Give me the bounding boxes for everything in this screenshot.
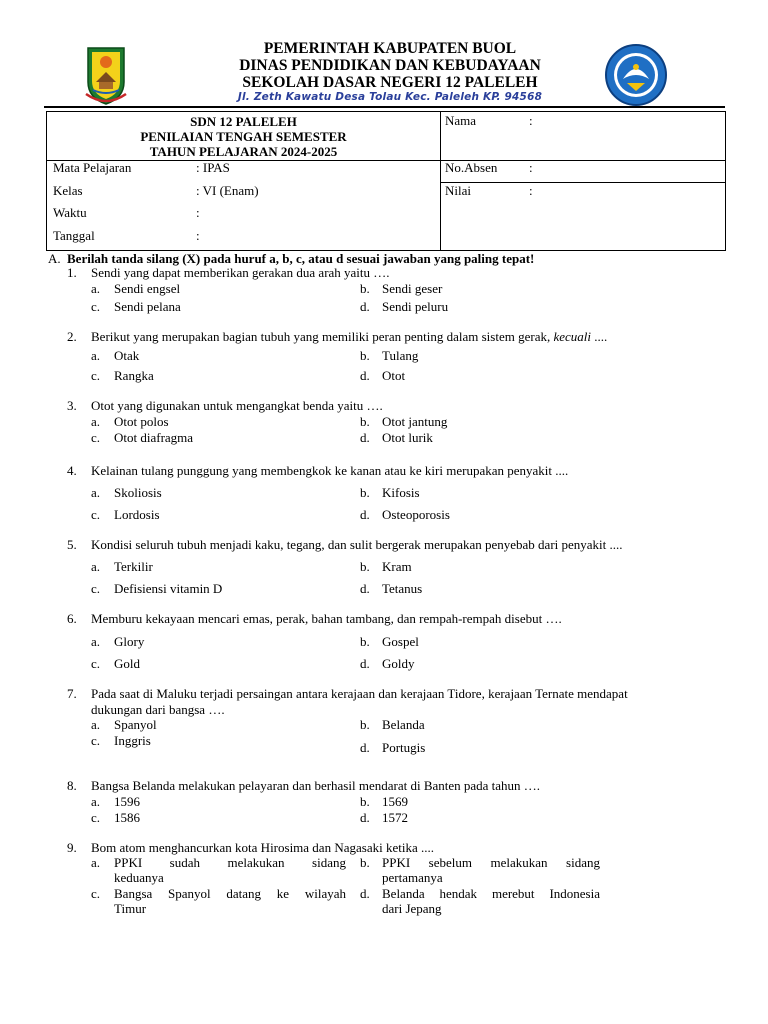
option-letter: d.	[360, 740, 370, 755]
option-letter: b.	[360, 855, 370, 870]
mapel-label: Mata Pelajaran	[53, 160, 132, 175]
option-letter: a.	[91, 634, 101, 649]
question-number: 9.	[67, 840, 77, 855]
nama-label: Nama	[445, 113, 477, 128]
option-letter: a.	[91, 717, 101, 732]
option-letter: b.	[360, 485, 370, 500]
header-government: PEMERINTAH KABUPATEN BUOL	[263, 40, 517, 57]
question-text: Kelainan tulang punggung yang membengkok ke kanan atau ke kiri merupakan penyakit ....	[91, 463, 569, 478]
absen-label: No.Absen	[445, 160, 498, 175]
nilai-value: :	[529, 183, 533, 198]
question-text: Bom atom menghancurkan kota Hirosima dan Nagasaki ketika ....	[91, 840, 434, 855]
option-letter: b.	[360, 717, 370, 732]
kelas-label: Kelas	[53, 183, 83, 198]
option-letter: b.	[360, 281, 370, 296]
option-letter: d.	[360, 299, 370, 314]
option-letter: b.	[360, 414, 370, 429]
kelas-value: : VI (Enam)	[196, 183, 259, 198]
option-text: Skoliosis	[114, 485, 162, 500]
question-text: Bangsa Belanda melakukan pelayaran dan berhasil mendarat di Banten pada tahun ….	[91, 778, 541, 793]
header-school: SEKOLAH DASAR NEGERI 12 PALELEH	[242, 74, 538, 91]
waktu-value: :	[196, 205, 200, 220]
option-text-continued: pertamanya	[382, 870, 443, 885]
option-text: Otot diafragma	[114, 430, 194, 445]
buol-regency-crest-icon	[84, 44, 128, 106]
option-text: Otot lurik	[382, 430, 433, 445]
option-text: Portugis	[382, 740, 426, 755]
option-text: Glory	[114, 634, 145, 649]
header-department: DINAS PENDIDIKAN DAN KEBUDAYAAN	[239, 57, 541, 74]
option-text: Bangsa Spanyol datang ke wilayah	[114, 886, 346, 901]
option-text: Defisiensi vitamin D	[114, 581, 223, 596]
option-text: Belanda	[382, 717, 425, 732]
table-title-exam: PENILAIAN TENGAH SEMESTER	[140, 129, 347, 144]
question-text: Kondisi seluruh tubuh menjadi kaku, tegang, dan sulit bergerak merupakan penyebab dari penyakit ....	[91, 537, 623, 552]
option-letter: b.	[360, 794, 370, 809]
nama-value: :	[529, 113, 533, 128]
option-text: Tetanus	[382, 581, 423, 596]
option-letter: b.	[360, 348, 370, 363]
option-letter: d.	[360, 368, 370, 383]
table-title-school: SDN 12 PALELEH	[190, 114, 297, 129]
option-text: Otot jantung	[382, 414, 448, 429]
option-text: Gold	[114, 656, 140, 671]
question-number: 6.	[67, 611, 77, 626]
question-number: 1.	[67, 265, 77, 280]
tut-wuri-handayani-icon	[601, 43, 671, 107]
absen-value: :	[529, 160, 533, 175]
tanggal-value: :	[196, 228, 200, 243]
tanggal-label: Tanggal	[53, 228, 95, 243]
question-text-emphasis: kecuali	[553, 329, 592, 344]
question-number: 2.	[67, 329, 77, 344]
option-text: Goldy	[382, 656, 415, 671]
question-text-continued: dukungan dari bangsa ….	[91, 702, 225, 717]
option-letter: a.	[91, 485, 101, 500]
option-text: Inggris	[114, 733, 151, 748]
exam-info-table	[46, 111, 726, 251]
option-text: 1569	[382, 794, 408, 809]
option-text: 1586	[114, 810, 140, 825]
option-text: Kifosis	[382, 485, 420, 500]
option-text: Sendi pelana	[114, 299, 181, 314]
option-text: PPKI sebelum melakukan sidang	[382, 855, 600, 870]
option-text: Terkilir	[114, 559, 153, 574]
option-text: Rangka	[114, 368, 154, 383]
section-letter: A.	[48, 251, 61, 266]
option-letter: d.	[360, 581, 370, 596]
option-text: Otot polos	[114, 414, 169, 429]
option-letter: c.	[91, 886, 101, 901]
option-letter: c.	[91, 299, 101, 314]
option-text: Gospel	[382, 634, 419, 649]
option-text: Otot	[382, 368, 406, 383]
nilai-label: Nilai	[445, 183, 471, 198]
option-letter: a.	[91, 559, 101, 574]
mapel-value: : IPAS	[196, 160, 230, 175]
option-letter: d.	[360, 886, 370, 901]
option-text: Kram	[382, 559, 412, 574]
option-letter: a.	[91, 281, 101, 296]
option-letter: b.	[360, 559, 370, 574]
table-divider	[440, 112, 441, 250]
header-divider	[44, 106, 725, 108]
option-text: PPKI sudah melakukan sidang	[114, 855, 346, 870]
option-text: Sendi engsel	[114, 281, 181, 296]
option-text-continued: keduanya	[114, 870, 164, 885]
option-text: 1572	[382, 810, 408, 825]
option-letter: d.	[360, 656, 370, 671]
option-letter: d.	[360, 507, 370, 522]
question-text-end: ....	[591, 329, 608, 344]
option-letter: c.	[91, 507, 101, 522]
question-text: Sendi yang dapat memberikan gerakan dua arah yaitu ….	[91, 265, 390, 280]
option-letter: d.	[360, 810, 370, 825]
table-divider	[440, 182, 725, 183]
option-text-continued: dari Jepang	[382, 901, 442, 916]
question-text: Otot yang digunakan untuk mengangkat benda yaitu ….	[91, 398, 383, 413]
option-letter: d.	[360, 430, 370, 445]
option-text: Lordosis	[114, 507, 160, 522]
option-letter: c.	[91, 733, 101, 748]
option-letter: c.	[91, 656, 101, 671]
option-letter: c.	[91, 581, 101, 596]
question-text-main: Berikut yang merupakan bagian tubuh yang memiliki peran penting dalam sistem gerak,	[91, 329, 554, 344]
option-text: Tulang	[382, 348, 419, 363]
option-letter: b.	[360, 634, 370, 649]
option-text: Osteoporosis	[382, 507, 450, 522]
section-instruction: Berilah tanda silang (X) pada huruf a, b, c, atau d sesuai jawaban yang paling tepat!	[67, 251, 535, 266]
option-letter: c.	[91, 368, 101, 383]
option-text: Sendi peluru	[382, 299, 449, 314]
option-letter: a.	[91, 855, 101, 870]
table-title-year: TAHUN PELAJARAN 2024-2025	[149, 144, 338, 159]
question-number: 8.	[67, 778, 77, 793]
option-letter: a.	[91, 794, 101, 809]
option-letter: c.	[91, 430, 101, 445]
question-number: 4.	[67, 463, 77, 478]
question-number: 3.	[67, 398, 77, 413]
option-letter: a.	[91, 414, 101, 429]
question-text: Pada saat di Maluku terjadi persaingan antara kerajaan dan kerajaan Tidore, kerajaan Ternate mendapat	[91, 686, 628, 701]
option-text-continued: Timur	[114, 901, 147, 916]
waktu-label: Waktu	[53, 205, 87, 220]
option-letter: c.	[91, 810, 101, 825]
option-letter: a.	[91, 348, 101, 363]
option-text: Sendi geser	[382, 281, 443, 296]
question-number: 5.	[67, 537, 77, 552]
option-text: Spanyol	[114, 717, 157, 732]
option-text: Otak	[114, 348, 140, 363]
question-text	[91, 329, 724, 345]
option-text: Belanda hendak merebut Indonesia	[382, 886, 600, 901]
option-text: 1596	[114, 794, 140, 809]
header-address: Jl. Zeth Kawatu Desa Tolau Kec. Paleleh KP. 94568	[237, 91, 543, 103]
question-number: 7.	[67, 686, 77, 701]
question-text: Memburu kekayaan mencari emas, perak, bahan tambang, dan rempah-rempah disebut ….	[91, 611, 562, 626]
